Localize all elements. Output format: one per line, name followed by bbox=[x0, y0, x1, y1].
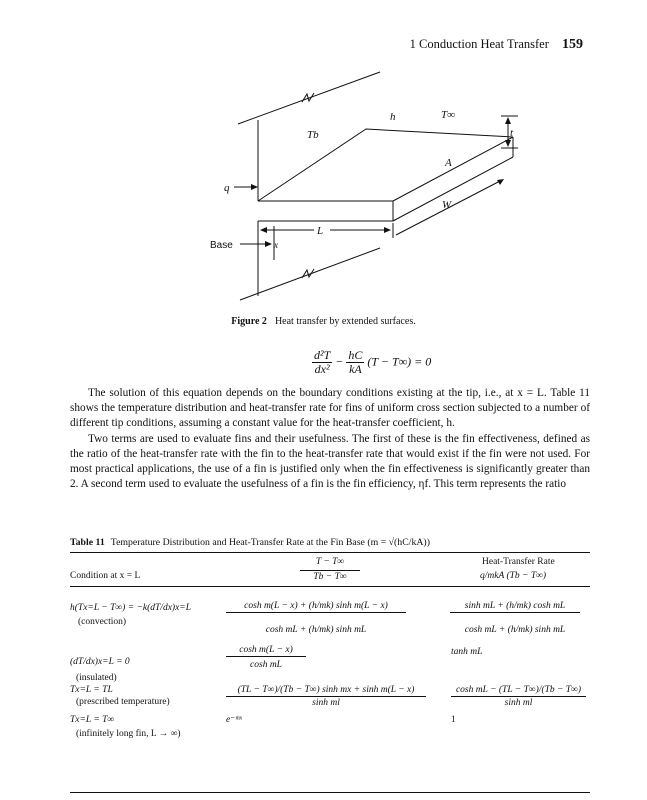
base-wall-bottom-edge bbox=[240, 248, 380, 300]
l-dim-arrowhead-left bbox=[260, 227, 267, 233]
eq-rest: (T − T∞) = 0 bbox=[367, 354, 432, 369]
fin-figure bbox=[210, 58, 520, 310]
q-arrowhead bbox=[251, 184, 258, 190]
header-rate-sub: q/mkA (Tb − T∞) bbox=[480, 571, 547, 581]
row2-condition: (dT/dx)x=L = 0 bbox=[70, 657, 130, 667]
row4-rate: 1 bbox=[451, 715, 456, 725]
row2-rate: tanh mL bbox=[451, 647, 483, 657]
table-label: Table 11 bbox=[70, 537, 105, 548]
label-x: x bbox=[274, 240, 278, 250]
fin-equation bbox=[312, 349, 431, 376]
page-number: 159 bbox=[562, 37, 583, 52]
label-h: h bbox=[390, 111, 396, 123]
paragraph-2: Two terms are used to evaluate fins and their usefulness. The first of these is the fin effectiveness, defined as the ratio of the heat-transfer rate with the fin to the heat-transfer rate that would exist if the fin were not used. For most practical applications, the use of a fin is justified only when the fin effectiveness is significantly greater than 2. A second term used to evaluate the usefulness of a fin is the fin efficiency, ηf. This term represents the ratio bbox=[70, 432, 590, 491]
label-l: L bbox=[317, 225, 324, 237]
figure-caption-label: Figure 2 bbox=[231, 316, 267, 327]
eq-term2: $\frac{hC}{kA}$ bbox=[348, 348, 363, 376]
row3-rate-den: sinh ml bbox=[504, 698, 533, 708]
figure-caption-text: Heat transfer by extended surfaces. bbox=[274, 316, 416, 327]
label-tb: Tb bbox=[307, 129, 319, 141]
row2-note: (insulated) bbox=[76, 673, 117, 683]
label-base: Base bbox=[210, 240, 233, 251]
label-t: t bbox=[510, 127, 514, 139]
label-q: q bbox=[224, 182, 230, 194]
fin-side-bottom-edge bbox=[393, 157, 513, 221]
row3-condition: Tx=L = TL bbox=[70, 685, 113, 695]
row3-temp-den: sinh ml bbox=[312, 698, 340, 708]
row1-rate-den: cosh mL + (h/mk) sinh mL bbox=[464, 625, 566, 635]
figure-caption bbox=[0, 316, 647, 327]
eq-term1: $\frac{\text{d²T}}{\text{dx²}}$ bbox=[314, 348, 331, 376]
row2-temp-den: cosh mL bbox=[250, 660, 282, 670]
x-axis-arrowhead bbox=[265, 241, 272, 247]
break-mark-top bbox=[302, 93, 314, 102]
header-condition: Condition at x = L bbox=[70, 571, 141, 581]
row2-temp-num: cosh m(L − x) bbox=[226, 644, 306, 657]
row4-temp: e⁻ᵐˣ bbox=[226, 715, 242, 725]
label-w: W bbox=[442, 199, 452, 211]
body-text bbox=[70, 386, 590, 492]
header-ratio-den: Tb − T∞ bbox=[300, 570, 360, 583]
t-dim-arrowhead-down bbox=[505, 140, 511, 147]
row1-rate-num: sinh mL + (h/mk) cosh mL bbox=[450, 600, 580, 613]
running-head-section: 1 Conduction Heat Transfer bbox=[409, 37, 549, 51]
t-dim-arrowhead-up bbox=[505, 117, 511, 124]
row1-temp-num: cosh m(L − x) + (h/mk) sinh m(L − x) bbox=[226, 600, 406, 613]
running-head bbox=[410, 37, 583, 53]
base-wall-top-edge bbox=[238, 72, 380, 124]
header-rate-title: Heat-Transfer Rate bbox=[482, 557, 555, 567]
fin-top-face-edge bbox=[258, 129, 513, 201]
eq-minus: − bbox=[335, 354, 344, 369]
row3-rate-num: cosh mL − (TL − T∞)/(Tb − T∞) bbox=[451, 684, 586, 697]
row1-condition: h(Tx=L − T∞) = −k(dT/dx)x=L bbox=[70, 603, 191, 613]
row1-note: (convection) bbox=[78, 617, 127, 627]
table-caption: Temperature Distribution and Heat-Transfer Rate at the Fin Base (m = √(hC/kA)) bbox=[110, 537, 430, 548]
table-header-rule bbox=[70, 586, 590, 587]
row3-note: (prescribed temperature) bbox=[76, 697, 170, 707]
header-ratio-num: T − T∞ bbox=[315, 557, 345, 567]
l-dim-arrowhead-right bbox=[384, 227, 391, 233]
row3-temp-num: (TL − T∞)/(Tb − T∞) sinh mx + sinh m(L − x) bbox=[226, 684, 426, 697]
table-top-rule bbox=[70, 552, 590, 553]
table-title bbox=[70, 537, 430, 548]
row4-condition: Tx=L = T∞ bbox=[70, 715, 115, 725]
label-a: A bbox=[445, 157, 452, 169]
fin-top-face-right-edge bbox=[393, 137, 513, 201]
paragraph-1: The solution of this equation depends on the boundary conditions existing at the tip, i.e., at x = L. Table 11 shows the temperature distribution and heat-transfer rate for fins of uniform cross section subjected to a number of different tip conditions, assuming a constant value for the heat-transfer coefficient, h. bbox=[70, 387, 590, 430]
label-t-inf: T∞ bbox=[441, 109, 455, 121]
fin-table bbox=[70, 552, 590, 794]
row1-temp-den: cosh mL + (h/mk) sinh mL bbox=[265, 625, 367, 635]
row4-note: (infinitely long fin, L → ∞) bbox=[76, 729, 181, 739]
table-bottom-rule bbox=[70, 792, 590, 793]
